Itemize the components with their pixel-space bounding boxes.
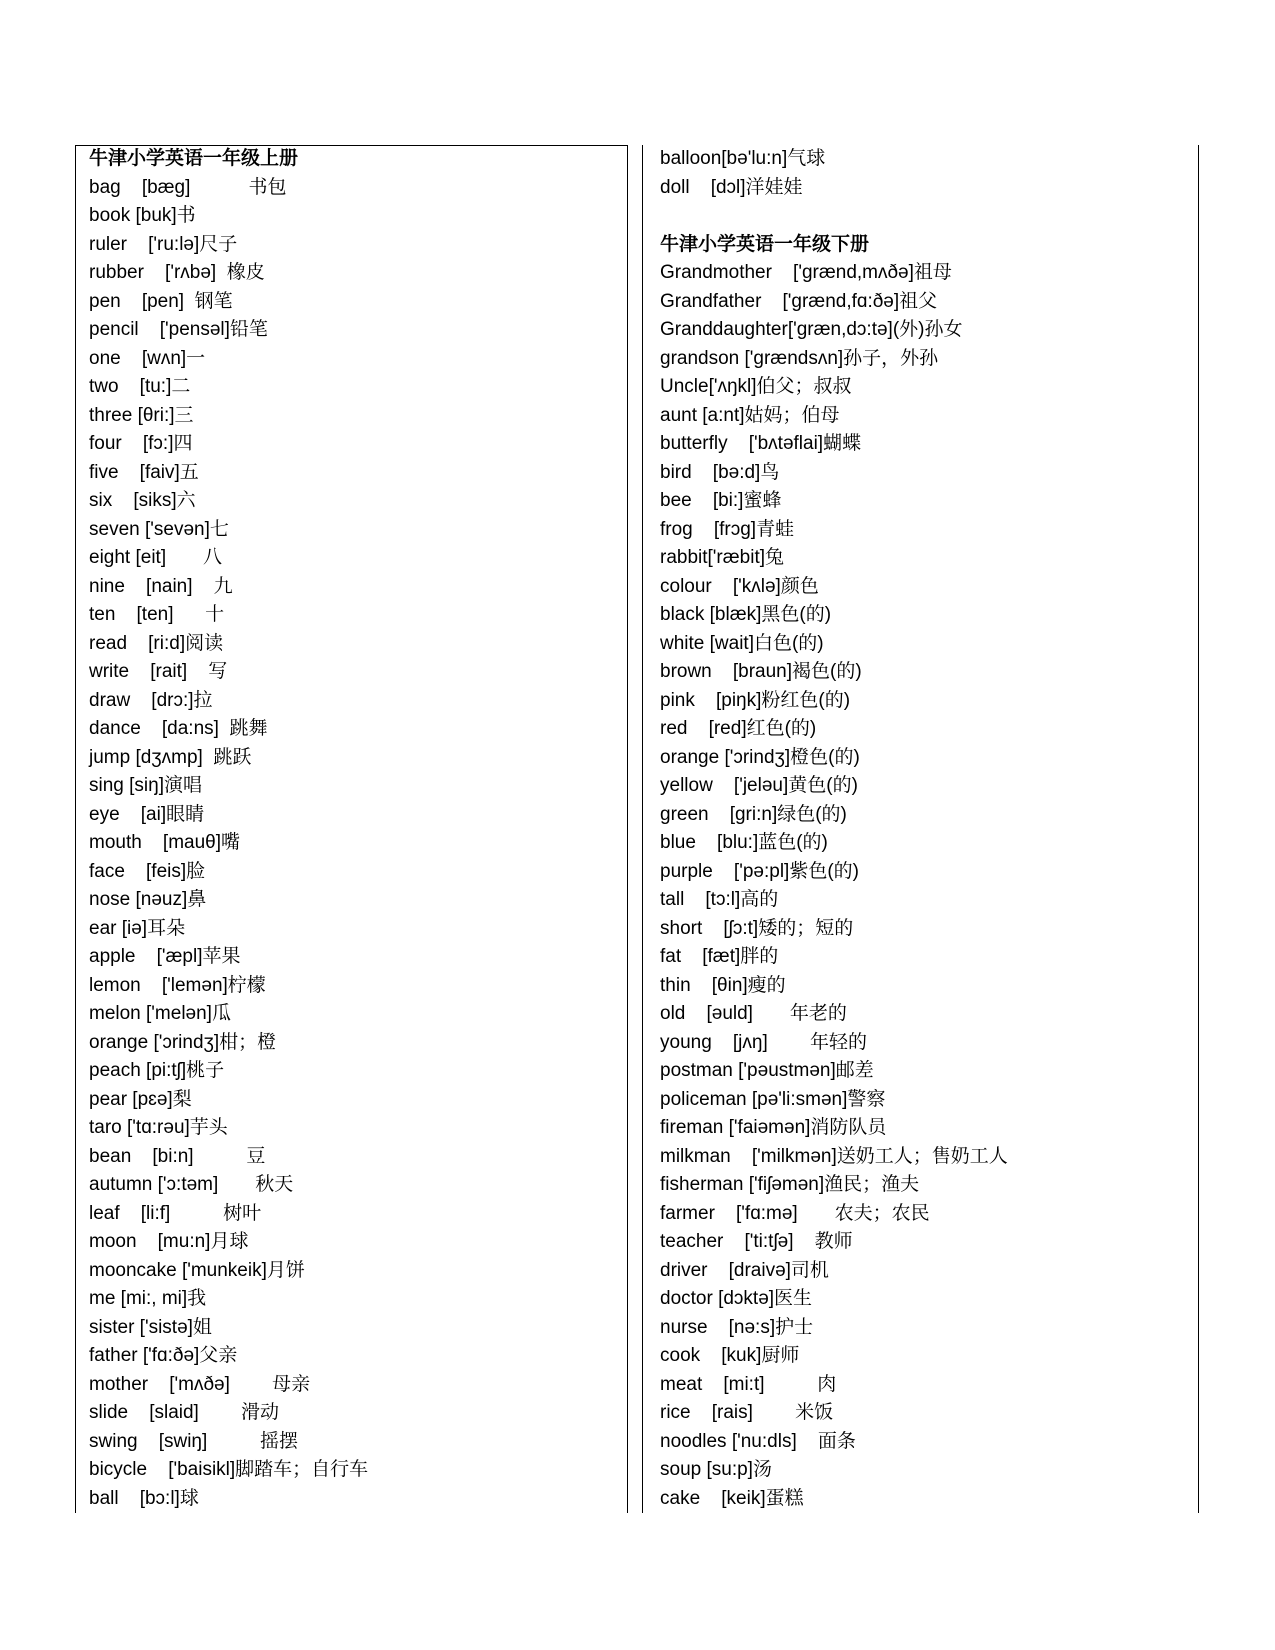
vocab-entry: peach [pi:tʃ]桃子 <box>89 1060 225 1081</box>
left-column-right-border <box>627 145 628 1513</box>
vocab-entry: thin [θin]瘦的 <box>660 974 786 996</box>
vocab-entry: policeman [pə'li:smən]警察 <box>660 1088 886 1110</box>
vocab-entry: rice [rais] 米饭 <box>660 1402 834 1423</box>
right-column <box>660 145 1190 1513</box>
vocab-entry: eye [ai]眼睛 <box>89 803 205 825</box>
vocab-entry: meat [mi:t] 肉 <box>660 1373 837 1395</box>
vocab-entry: six [siks]六 <box>89 490 196 511</box>
vocab-entry: soup [su:p]汤 <box>660 1459 772 1480</box>
right-column-left-border <box>642 145 643 1513</box>
vocab-entry: read [ri:d]阅读 <box>89 632 224 654</box>
vocab-entry: face [feis]脸 <box>89 860 206 882</box>
vocab-entry: brown [braun]褐色(的) <box>660 661 862 682</box>
right-column-right-border <box>1198 145 1199 1513</box>
vocab-entry: bag [bæg] 书包 <box>89 176 287 198</box>
vocab-entry: green [gri:n]绿色(的) <box>660 803 847 825</box>
vocab-entry: short [ʃɔ:t]矮的；短的 <box>660 917 854 939</box>
vocab-entry: bee [bi:]蜜蜂 <box>660 490 782 511</box>
vocab-entry: purple ['pə:pl]紫色(的) <box>660 860 859 882</box>
left-vocab-list <box>89 174 619 1514</box>
vocab-entry: driver [draivə]司机 <box>660 1259 829 1281</box>
vocab-entry: eight [eit] 八 <box>89 547 223 568</box>
vocab-entry: seven ['sevən]七 <box>89 518 229 540</box>
vocab-entry: doctor [dɔktə]医生 <box>660 1288 813 1309</box>
vocab-entry: mooncake ['munkeik]月饼 <box>89 1259 305 1281</box>
vocab-entry: farmer ['fɑ:mə] 农夫；农民 <box>660 1202 930 1224</box>
vocab-entry: father ['fɑ:ðə]父亲 <box>89 1345 238 1366</box>
vocab-entry: pen [pen] 钢笔 <box>89 290 233 312</box>
vocab-entry: butterfly ['bʌtəflai]蝴蝶 <box>660 433 862 454</box>
vocab-entry: doll [dɔl]洋娃娃 <box>660 176 803 198</box>
vocab-entry: tall [tɔ:l]高的 <box>660 889 779 910</box>
vocab-entry: ball [bɔ:l]球 <box>89 1487 199 1509</box>
vocab-entry: Grandmother ['ɡrænd,mʌðə]祖母 <box>660 262 952 283</box>
vocab-entry: rubber ['rʌbə] 橡皮 <box>89 262 265 283</box>
vocab-entry: three [θri:]三 <box>89 404 194 426</box>
left-column <box>89 145 619 1513</box>
vocab-entry: melon ['melən]瓜 <box>89 1003 231 1024</box>
vocab-entry: postman ['pəustmən]邮差 <box>660 1060 874 1081</box>
vocab-entry: write [rait] 写 <box>89 661 228 682</box>
vocab-entry: lemon ['lemən]柠檬 <box>89 974 266 996</box>
vocab-entry: nose [nəuz]鼻 <box>89 889 207 910</box>
vocab-entry: pink [piŋk]粉红色(的) <box>660 689 851 711</box>
vocab-entry: white [wait]白色(的) <box>660 632 824 654</box>
vocab-entry: nine [nain] 九 <box>89 575 233 597</box>
vocab-entry: me [mi:, mi]我 <box>89 1288 207 1309</box>
vocab-entry: Uncle['ʌŋkl]伯父；叔叔 <box>660 376 852 397</box>
vocab-entry: two [tu:]二 <box>89 376 191 397</box>
vocab-entry: taro ['tɑ:rəu]芋头 <box>89 1117 228 1138</box>
vocab-entry: five [faiv]五 <box>89 461 199 483</box>
right-vocab-list <box>660 259 1190 1513</box>
vocab-entry: blue [blu:]蓝色(的) <box>660 832 828 853</box>
vocab-entry: autumn ['ɔ:təm] 秋天 <box>89 1174 294 1195</box>
vocab-entry: ten [ten] 十 <box>89 604 225 625</box>
vocab-entry: sing [siŋ]演唱 <box>89 775 202 796</box>
vocab-entry: frog [frɔg]青蛙 <box>660 518 795 540</box>
vocab-entry: four [fɔ:]四 <box>89 433 193 454</box>
vocab-entry: slide [slaid] 滑动 <box>89 1402 280 1423</box>
vocab-entry: nurse [nə:s]护士 <box>660 1316 814 1338</box>
vocab-entry: fireman ['faiəmən]消防队员 <box>660 1117 887 1138</box>
vocab-entry: colour ['kʌlə]颜色 <box>660 575 819 597</box>
vocab-entry: book [buk]书 <box>89 205 196 226</box>
vocab-entry: draw [drɔ:]拉 <box>89 689 213 711</box>
right-column-heading: 牛津小学英语一年级下册 <box>660 233 870 255</box>
vocab-entry: pear [pɛə]梨 <box>89 1088 192 1110</box>
left-column-heading: 牛津小学英语一年级上册 <box>89 148 299 169</box>
vocab-entry: teacher ['ti:tʃə] 教师 <box>660 1231 853 1252</box>
vocab-entry: balloon[bə'lu:n]气球 <box>660 148 826 169</box>
vocab-entry: dance [da:ns] 跳舞 <box>89 718 268 739</box>
left-column-left-border <box>75 145 76 1513</box>
vocab-entry: orange ['ɔrindʒ]橙色(的) <box>660 746 860 768</box>
vocab-entry: noodles ['nu:dls] 面条 <box>660 1430 856 1452</box>
vocab-entry: yellow ['jeləu]黄色(的) <box>660 775 858 796</box>
vocab-entry: fat [fæt]胖的 <box>660 946 779 967</box>
vocab-entry: rabbit['ræbit]兔 <box>660 547 785 568</box>
vocab-entry: mouth [mauθ]嘴 <box>89 832 241 853</box>
vocab-entry: swing [swiŋ] 摇摆 <box>89 1430 299 1452</box>
vocab-entry: red [red]红色(的) <box>660 718 817 739</box>
vocab-entry: ear [iə]耳朵 <box>89 917 186 939</box>
vocab-entry: leaf [li:f] 树叶 <box>89 1202 262 1224</box>
vocab-entry: grandson ['ɡrændsʌn]孙子，外孙 <box>660 347 939 369</box>
vocab-entry: milkman ['milkmən]送奶工人；售奶工人 <box>660 1145 1008 1167</box>
vocab-entry: fisherman ['fiʃəmən]渔民；渔夫 <box>660 1174 920 1195</box>
vocab-entry: apple ['æpl]苹果 <box>89 946 241 967</box>
vocab-entry: bean [bi:n] 豆 <box>89 1145 266 1167</box>
vocab-entry: Grandfather ['ɡrænd,fɑ:ðə]祖父 <box>660 290 938 312</box>
vocab-entry: sister ['sistə]姐 <box>89 1316 212 1338</box>
right-top-vocab-list <box>660 145 1190 202</box>
vocab-entry: bicycle ['baisikl]脚踏车；自行车 <box>89 1459 369 1480</box>
vocab-entry: ruler ['ru:lə]尺子 <box>89 233 238 255</box>
vocab-entry: orange ['ɔrindʒ]柑；橙 <box>89 1031 277 1053</box>
vocab-entry: Granddaughter['ɡræn,dɔ:tə](外)孙女 <box>660 319 963 340</box>
vocab-entry: jump [dʒʌmp] 跳跃 <box>89 746 252 768</box>
vocab-entry: black [blæk]黑色(的) <box>660 604 832 625</box>
vocab-entry: young [jʌŋ] 年轻的 <box>660 1031 867 1053</box>
vocab-entry: bird [bə:d]鸟 <box>660 461 780 483</box>
vocab-entry: pencil ['pensəl]铅笔 <box>89 319 268 340</box>
vocab-entry: cook [kuk]厨师 <box>660 1345 800 1366</box>
section-gap <box>660 202 1190 231</box>
vocab-entry: one [wʌn]一 <box>89 347 206 369</box>
vocab-entry: cake [keik]蛋糕 <box>660 1487 804 1509</box>
vocab-entry: mother ['mʌðə] 母亲 <box>89 1373 311 1395</box>
vocab-entry: moon [mu:n]月球 <box>89 1231 249 1252</box>
vocab-entry: old [əuld] 年老的 <box>660 1003 847 1024</box>
vocab-entry: aunt [a:nt]姑妈；伯母 <box>660 404 840 426</box>
